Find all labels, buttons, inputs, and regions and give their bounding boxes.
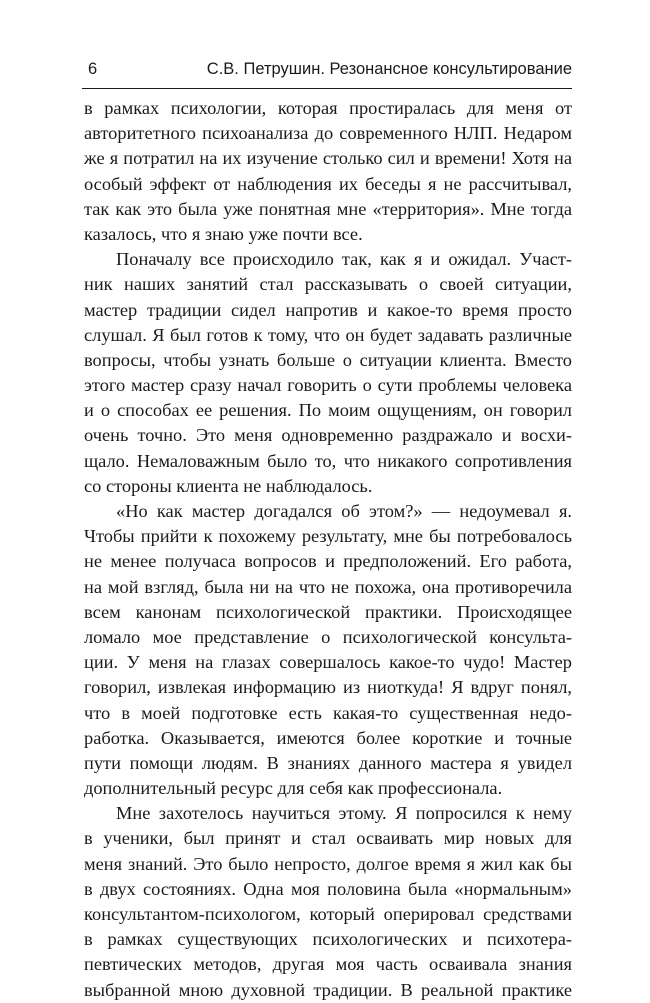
text-line: работка. Оказывается, имеются более короткие и точные: [84, 727, 572, 748]
text-line: слушал. Я был готов к тому, что он будет задавать различные: [84, 324, 572, 345]
text-line: на мой взгляд, была ни на что не похожа, она противоречила: [84, 576, 572, 597]
text-line: пути помощи людям. В знаниях данного мастера я увидел: [84, 752, 572, 773]
page-number: 6: [88, 60, 98, 78]
text-line: авторитетного психоанализа до современного НЛП. Недаром: [84, 123, 572, 144]
text-line: щало. Немаловажным было то, что никакого сопротивления: [84, 450, 572, 471]
text-line: «Но как мастер догадался об этом?» — недоумевал я.: [116, 501, 572, 521]
text-line: особый эффект от наблюдения их беседы я не рассчитывал,: [84, 173, 572, 194]
running-header: [82, 58, 572, 84]
text-line: дополнительный ресурс для себя как профессионала.: [84, 778, 503, 799]
text-line: певтических методов, другая моя часть осваивала знания: [84, 954, 572, 975]
text-line: в ученики, был принят и стал осваивать мир новых для: [84, 828, 572, 849]
text-line: так как это была уже понятная мне «территория». Мне тогда: [84, 198, 572, 219]
text-line: в рамках психологии, которая простиралась для меня от: [84, 98, 572, 118]
text-line: Мне захотелось научиться этому. Я попросился к нему: [116, 803, 572, 824]
text-line: что в моей подготовке есть какая-то существенная недо-: [84, 702, 572, 723]
text-line: Поначалу все происходило так, как я и ожидал. Участ-: [116, 249, 572, 270]
body-text: [84, 96, 572, 1003]
paragraph-2: [84, 247, 572, 499]
text-line: казалось, что я знаю уже почти все.: [84, 223, 363, 244]
text-line: всем канонам психологической практики. Происходящее: [84, 601, 572, 622]
text-line: этого мастер сразу начал говорить о сути проблемы человека: [84, 375, 572, 396]
running-title: С.В. Петрушин. Резонансное консультирование: [206, 60, 572, 78]
text-line: консультантом-психологом, который оперировал средствами: [84, 904, 572, 924]
header-rule: [82, 88, 572, 89]
paragraph-4: [84, 801, 572, 1003]
text-line: Чтобы прийти к похожему результату, мне бы потребовалось: [84, 526, 572, 547]
text-line: в двух состояниях. Одна моя половина была «нормальным»: [84, 878, 572, 899]
text-line: же я потратил на их изучение столько сил и времени! Хотя на: [84, 148, 572, 169]
text-line: очень точно. Это меня одновременно раздражало и восхи-: [84, 425, 572, 446]
text-line: и о способах ее решения. По моим ощущениям, он говорил: [84, 400, 572, 421]
text-line: в рамках существующих психологических и психотера-: [84, 929, 572, 950]
text-line: вопросы, чтобы узнать больше о ситуации клиента. Вместо: [84, 349, 572, 370]
text-line: ломало мое представление о психологической консульта-: [84, 626, 572, 647]
paragraph-1: [84, 96, 572, 247]
text-line: ции. У меня на глазах совершалось какое-то чудо! Мастер: [84, 652, 572, 673]
text-line: выбранной мною духовной традиции. В реальной практике: [84, 979, 572, 1000]
text-line: ник наших занятий стал рассказывать о своей ситуации,: [84, 274, 572, 295]
text-line: не менее получаса вопросов и предположений. Его работа,: [84, 551, 572, 572]
text-line: меня знаний. Это было непросто, долгое время я жил как бы: [84, 853, 572, 874]
paragraph-3: [84, 499, 572, 801]
text-line: со стороны клиента не наблюдалось.: [84, 475, 373, 496]
text-line: мастер традиции сидел напротив и какое-то время просто: [84, 299, 572, 320]
text-line: говорил, извлекая информацию из ниоткуда! Я вдруг понял,: [84, 677, 572, 698]
